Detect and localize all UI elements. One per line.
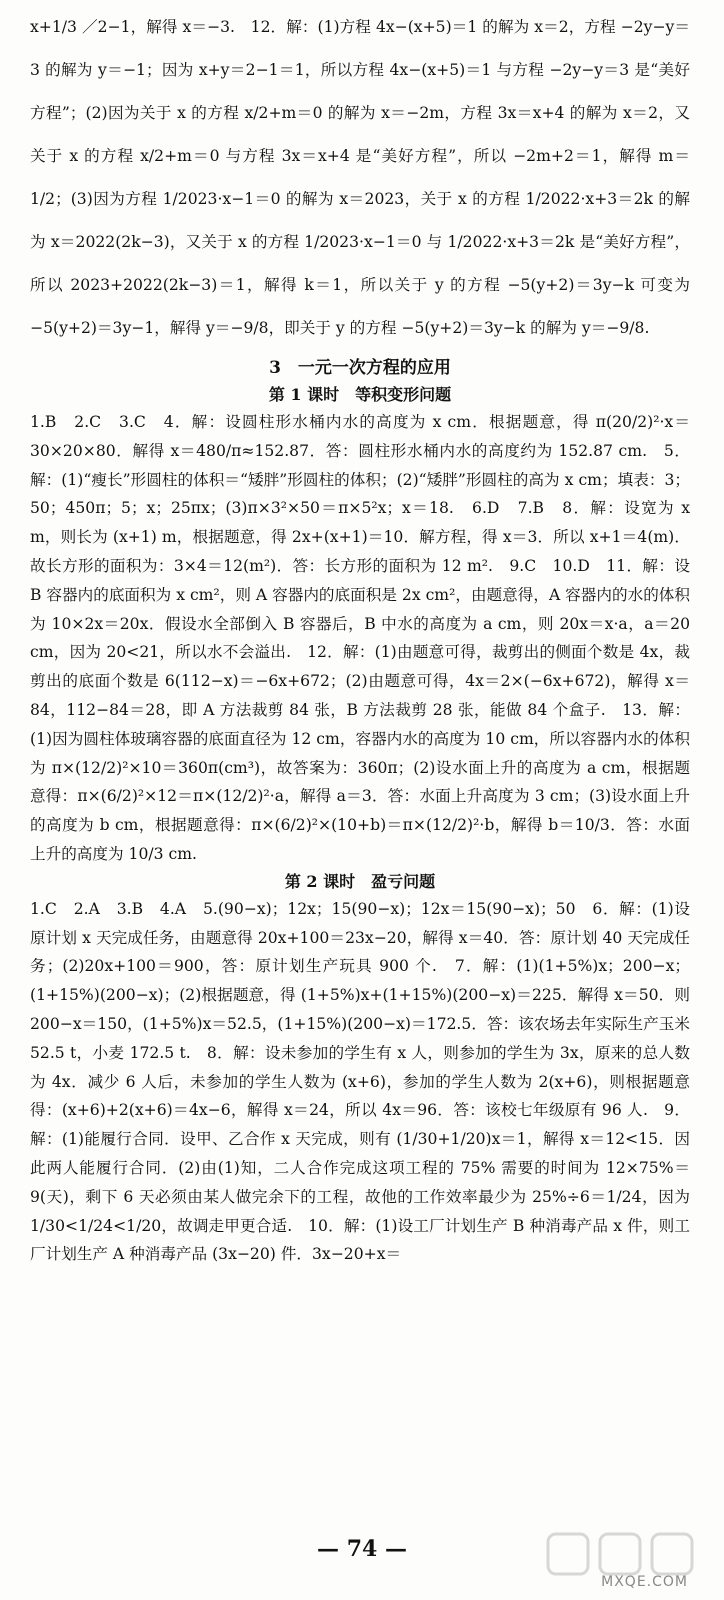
lesson-2-title: 第 2 课时 盈亏问题 (284, 871, 436, 891)
page-number: — 74 — (317, 1536, 407, 1562)
lesson-2-answers: 1.C 2.A 3.B 4.A 5.(90−x)；12x；15(90−x)；12x＝15(90−x)；50 6．解：(1)设原计划 x 天完成任务，由题意得 20x+100＝23x−20，解得 x＝40．答：原计划 40 天完成任务；(2)20x+100＝900，答：原计划生产玩具 900 个. 7．解：(1)(1+5%)x；200−x；(1+15%)(200−x)；(2)根据题意，得 (1+5%)x+(1+15%)(200−x)＝225．解得 x＝50．则 200−x＝150，(1+5%)x＝52.5，(1+15%)(200−x)＝172.5．答：该农场去年实际生产玉米 52.5 t，小麦 172.5 t. 8．解：设未参加的学生有 x 人，则参加的学生为 3x，原来的总人数为 4x．减少 6 人后，未参加的学生人数为 (x+6)，参加的学生人数为 2(x+6)，则根据题意得：(x+6)+2(x+6)＝4x−6，解得 x＝24，所以 4x＝96．答：该校七年级原有 96 人. 9．解：(1)能履行合同．设甲、乙合作 x 天完成，则有 (1/30+1/20)x＝1，解得 x＝12<15．因此两人能履行合同．(2)由(1)知，二人合作完成这项工程的 75% 需要的时间为 12×75%＝9(天)，剩下 6 天必须由某人做完余下的工程，故他的工作效率最少为 25%÷6＝1/24，因为 1/30<1/24<1/20，故调走甲更合适. 10．解：(1)设工厂计划生产 B 种消毒产品 x 件，则工厂计划生产 A 种消毒产品 (3x−20) 件．3x−20+x＝ (30, 899, 690, 1264)
watermark-text: MXQE.COM (601, 1574, 688, 1590)
lesson-1-title: 第 1 课时 等积变形问题 (268, 385, 452, 404)
section-title: 3 一元一次方程的应用 (269, 358, 451, 378)
lesson-1-answers: 1.B 2.C 3.C 4．解：设圆柱形水桶内水的高度为 x cm．根据题意，得 π(20/2)²·x＝30×20×80．解得 x＝480/π≈152.87．答：圆柱形水桶内水的高度约为 152.87 cm. 5．解：(1)“瘦长”形圆柱的体积＝“矮胖”形圆柱的体积；(2)“矮胖”形圆柱的高为 x cm；填表：3；50；450π；5；x；25πx；(3)π×3²×50＝π×5²x；x＝18. 6.D 7.B 8．解：设宽为 x m，则长为 (x+1) m，根据题意，得 2x+(x+1)＝10．解方程，得 x＝3．所以 x+1＝4(m)．故长方形的面积为：3×4＝12(m²)．答：长方形的面积为 12 m². 9.C 10.D 11．解：设 B 容器内的底面积为 x cm²，则 A 容器内的底面积是 2x cm²，由题意得，A 容器内的水的体积为 10×2x＝20x．假设水全部倒入 B 容器后，B 中水的高度为 a cm，则 20x＝x·a，a＝20 cm，因为 20<21，所以水不会溢出. 12．解：(1)由题意可得，裁剪出的侧面个数是 4x，裁剪出的底面个数是 6(112−x)＝−6x+672；(2)由题意可得，4x＝2×(−6x+672)，解得 x＝84，112−84＝28，即 A 方法裁剪 84 张，B 方法裁剪 28 张，能做 84 个盒子. 13．解：(1)因为圆柱体玻璃容器的底面直径为 12 cm，容器内水的高度为 10 cm，所以容器内水的体积为 π×(12/2)²×10＝360π(cm³)，故答案为：360π；(2)设水面上升的高度为 a cm，根据题意得：π×(6/2)²×12＝π×(12/2)²·a，解得 a＝3．答：水面上升高度为 3 cm；(3)设水面上升的高度为 b cm，根据题意得：π×(6/2)²×(10+b)＝π×(12/2)²·b，解得 b＝10/3．答：水面上升的高度为 10/3 cm. (30, 413, 690, 863)
answer-block-top: x+1/3 ／2−1，解得 x＝−3. 12．解：(1)方程 4x−(x+5)＝1 的解为 x＝2，方程 −2y−y＝3 的解为 y＝−1；因为 x+y＝2−1＝1，所以方程 4x−(x+5)＝1 与方程 −2y−y＝3 是“美好方程”；(2)因为关于 x 的方程 x/2+m＝0 的解为 x＝−2m，方程 3x＝x+4 的解为 x＝2，又关于 x 的方程 x/2+m＝0 与方程 3x＝x+4 是“美好方程”，所以 −2m+2＝1，解得 m＝1/2；(3)因为方程 1/2023·x−1＝0 的解为 x＝2023，关于 x 的方程 1/2022·x+3＝2k 的解为 x＝2022(2k−3)，又关于 x 的方程 1/2023·x−1＝0 与 1/2022·x+3＝2k 是“美好方程”，所以 2023+2022(2k−3)＝1，解得 k＝1，所以关于 y 的方程 −5(y+2)＝3y−k 可变为 −5(y+2)＝3y−1，解得 y＝−9/8，即关于 y 的方程 −5(y+2)＝3y−k 的解为 y＝−9/8. (30, 18, 690, 337)
